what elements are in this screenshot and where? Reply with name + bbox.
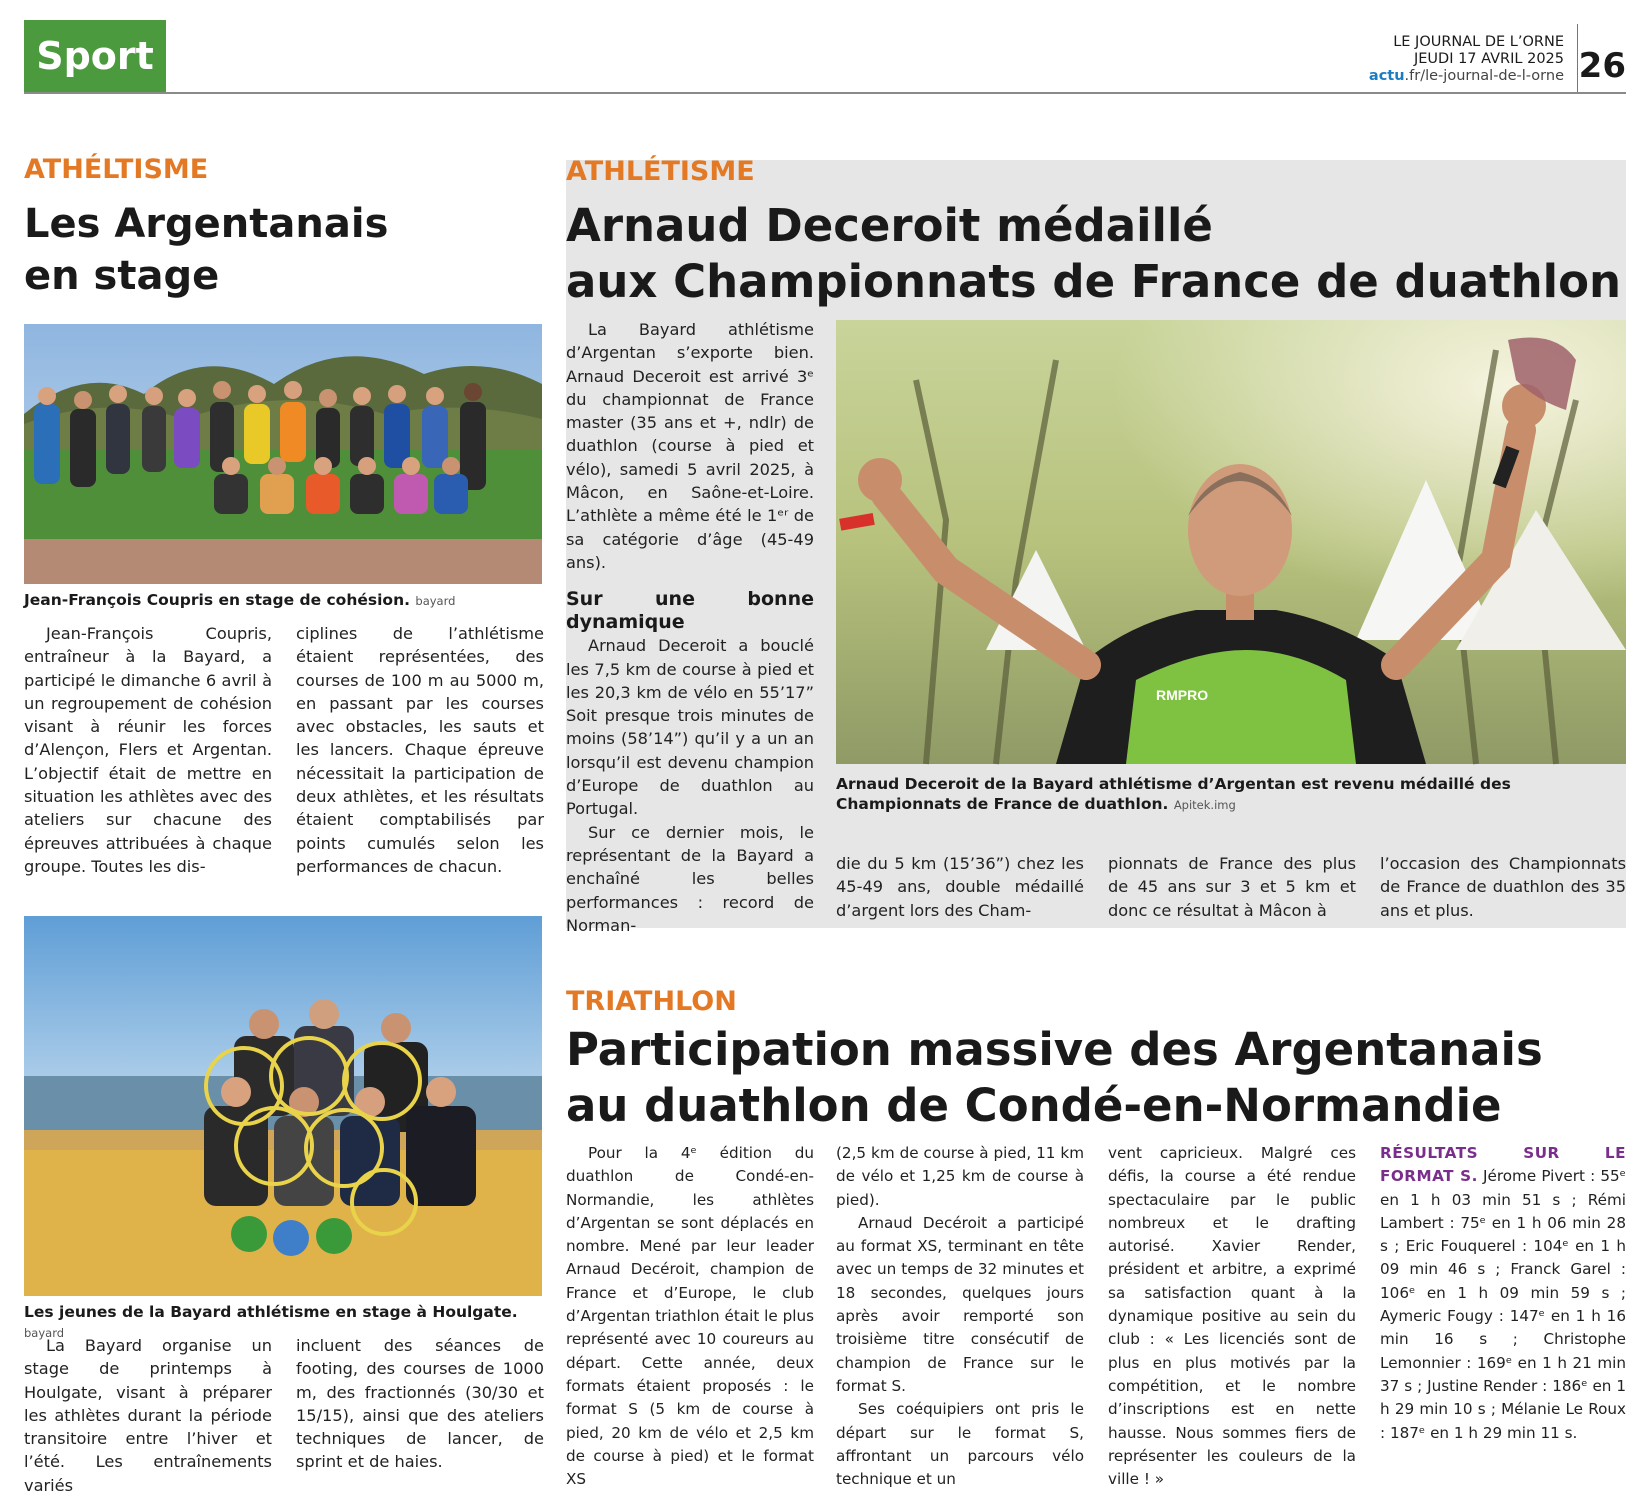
article4-kicker: TRIATHLON [566, 986, 737, 1017]
article4-title-line2: au duathlon de Condé-en-Normandie [566, 1079, 1502, 1132]
page-number: 26 [1578, 46, 1626, 86]
article4-results [1380, 1142, 1626, 1445]
section-tag: Sport [24, 20, 166, 92]
header-rule [24, 92, 1626, 94]
site-brand: actu [1368, 68, 1405, 84]
article2-col2 [836, 852, 1084, 922]
article4-col3 [1108, 1142, 1356, 1491]
article1-title-line1: Les Argentanais [24, 201, 389, 247]
article4-col2 [836, 1142, 1084, 1491]
article2-title-line2: aux Championnats de France de duathlon [566, 255, 1622, 308]
article3-caption-text: Les jeunes de la Bayard athlétisme en stage à Houlgate. [24, 1303, 518, 1321]
article2-caption [836, 774, 1626, 815]
article1-title-line2: en stage [24, 253, 220, 299]
article3-col2-text: incluent des séances de footing, des courses de 1000 m, des fractionnés (30/30 et 15/15), ainsi que des ateliers techniques de lancer, de sprint et de haies. [296, 1336, 544, 1472]
article2-col3-text: pionnats de France des plus de 45 ans sur 3 et 5 km et donc ce résultat à Mâcon à [1108, 854, 1356, 920]
article2-col1 [566, 318, 814, 937]
article2-col2-text: die du 5 km (15’36”) chez les 45-49 ans, double médaillé d’argent lors des Cham- [836, 854, 1084, 920]
beach-group-photo [24, 916, 542, 1296]
article3-photo-credit: bayard [24, 1326, 65, 1340]
article1-photo-credit: bayard [415, 594, 456, 608]
article2-kicker: ATHLÉTISME [566, 156, 755, 187]
article4-title [566, 1022, 1543, 1134]
article4-col2c: Ses coéquipiers ont pris le départ sur le format S, affrontant un parcours vélo technique et un [836, 1400, 1084, 1489]
article2-title-line1: Arnaud Deceroit médaillé [566, 199, 1213, 252]
masthead [1369, 34, 1564, 85]
article2-subhead: Sur une bonne dynamique [566, 588, 814, 634]
issue-date: JEUDI 17 AVRIL 2025 [1413, 51, 1564, 67]
article4-col2b: Arnaud Decéroit a participé au format XS, terminant en tête avec un temps de 32 minutes et 18 secondes, quelques jours après avoir remporté son troisième titre consécutif de champion de France sur le format S. [836, 1213, 1084, 1395]
article1-title [24, 198, 388, 302]
article4-col1-text: Pour la 4ᵉ édition du duathlon de Condé-en-Normandie, les athlètes d’Argentan se sont déplacés en nombre. Mené par leur leader Arnaud Decéroit, champion de France et d’Europe, le club d’Argentan triathlon était le plus représenté avec 10 coureurs au départ. Cette année, deux formats étaient proposés : le format S (5 km de course à pied, 20 km de vélo et 2,5 km de course à pied) et le format XS [566, 1144, 814, 1489]
jersey-text: RMPRO [1156, 687, 1209, 703]
article2-para2: Arnaud Deceroit a bouclé les 7,5 km de course à pied et les 20,3 km de vélo en 55’17” Soit presque trois minutes de moins (58’14”) qu’il y a un an lorsqu’il est devenu champion d’Europe de duathlon au Portugal. [566, 636, 814, 819]
article3-col2 [296, 1334, 544, 1474]
article2-title [566, 198, 1621, 310]
results-text: Jérome Pivert : 55ᵉ en 1 h 03 min 51 s ; Rémi Lambert : 75ᵉ en 1 h 06 min 28 s ; Eric Fouquerel : 104ᵉ en 1 h 09 min 46 s ; Franck Garel : 106ᵉ en 1 h 09 min 59 s ; Aymeric Fougy : 147ᵉ en 1 h 16 min 16 s ; Christophe Lemonnier : 169ᵉ en 1 h 21 min 37 s ; Justine Render : 186ᵉ en 1 h 29 min 10 s ; Mélanie Le Roux : 187ᵉ en 1 h 29 min 11 s. [1380, 1167, 1626, 1442]
article1-caption [24, 590, 544, 611]
article1-col2 [296, 622, 544, 878]
article1-col2-text: ciplines de l’athlétisme étaient représentées, des courses de 100 m au 5000 m, en passant par les courses avec obstacles, les sauts et les lancers. Chaque épreuve nécessitait la participation de deux athlètes, et les résultats étaient comptabilisés par points cumulés selon les performances de chacun. [296, 624, 544, 876]
article3-col1-text: La Bayard organise un stage de printemps à Houlgate, visant à préparer les athlètes durant la période transitoire entre l’hiver et l’été. Les entraînements variés [24, 1336, 272, 1495]
article4-title-line1: Participation massive des Argentanais [566, 1023, 1543, 1076]
article4-col2a: (2,5 km de course à pied, 11 km de vélo et 1,25 km de course à pied). [836, 1144, 1084, 1209]
article2-col4-text: l’occasion des Championnats de France de duathlon des 35 ans et plus. [1380, 854, 1626, 920]
article1-caption-text: Jean-François Coupris en stage de cohésion. [24, 591, 410, 609]
article1-col1-text: Jean-François Coupris, entraîneur à la Bayard, a participé le dimanche 6 avril à un regroupement de cohésion visant à réunir les forces d’Alençon, Flers et Argentan. L’objectif était de mettre en situation les athlètes avec des ateliers sur chacune des épreuves attribuées à chaque groupe. Toutes les dis- [24, 624, 272, 876]
website-link[interactable] [1369, 68, 1564, 85]
article2-photo-credit: Apitek.img [1173, 798, 1236, 812]
athlete-victory-photo [836, 320, 1626, 764]
site-path: .fr/le-journal-de-l-orne [1404, 68, 1564, 84]
article2-intro: La Bayard athlétisme d’Argentan s’exporte bien. Arnaud Deceroit est arrivé 3ᵉ du championnat de France master (35 ans et +, ndlr) de duathlon (course à pied et vélo), samedi 5 avril 2025, à Mâcon, en Saône-et-Loire. L’athlète a même été le 1ᵉʳ de sa catégorie d’âge (45-49 ans). [566, 320, 814, 572]
group-photo-stage [24, 324, 542, 584]
article1-kicker: ATHÉLTISME [24, 154, 209, 185]
article2-caption-text: Arnaud Deceroit de la Bayard athlétisme d’Argentan est revenu médaillé des Championnats de France de duathlon. [836, 775, 1511, 813]
article2-para3: Sur ce dernier mois, le représentant de la Bayard a enchaîné les belles performances : record de Norman- [566, 822, 814, 935]
article3-col1 [24, 1334, 272, 1497]
article4-col1 [566, 1142, 814, 1491]
article1-col1 [24, 622, 272, 878]
article2-col4 [1380, 852, 1626, 922]
article2-col3 [1108, 852, 1356, 922]
article4-col3-text: vent capricieux. Malgré ces défis, la course a été rendue spectaculaire par le public nombreux et le drafting autorisé. Xavier Render, président et arbitre, a exprimé sa satisfaction quant à la dynamique positive au sein du club : « Les licenciés sont de plus en plus motivés par la compétition, et le nombre d’inscriptions est en nette hausse. Nous sommes fiers de représenter les couleurs de la ville ! » [1108, 1144, 1356, 1489]
results-label: RÉSULTATS SUR LE FORMAT S. [1380, 1144, 1626, 1186]
newspaper-name: LE JOURNAL DE L’ORNE [1393, 34, 1564, 50]
